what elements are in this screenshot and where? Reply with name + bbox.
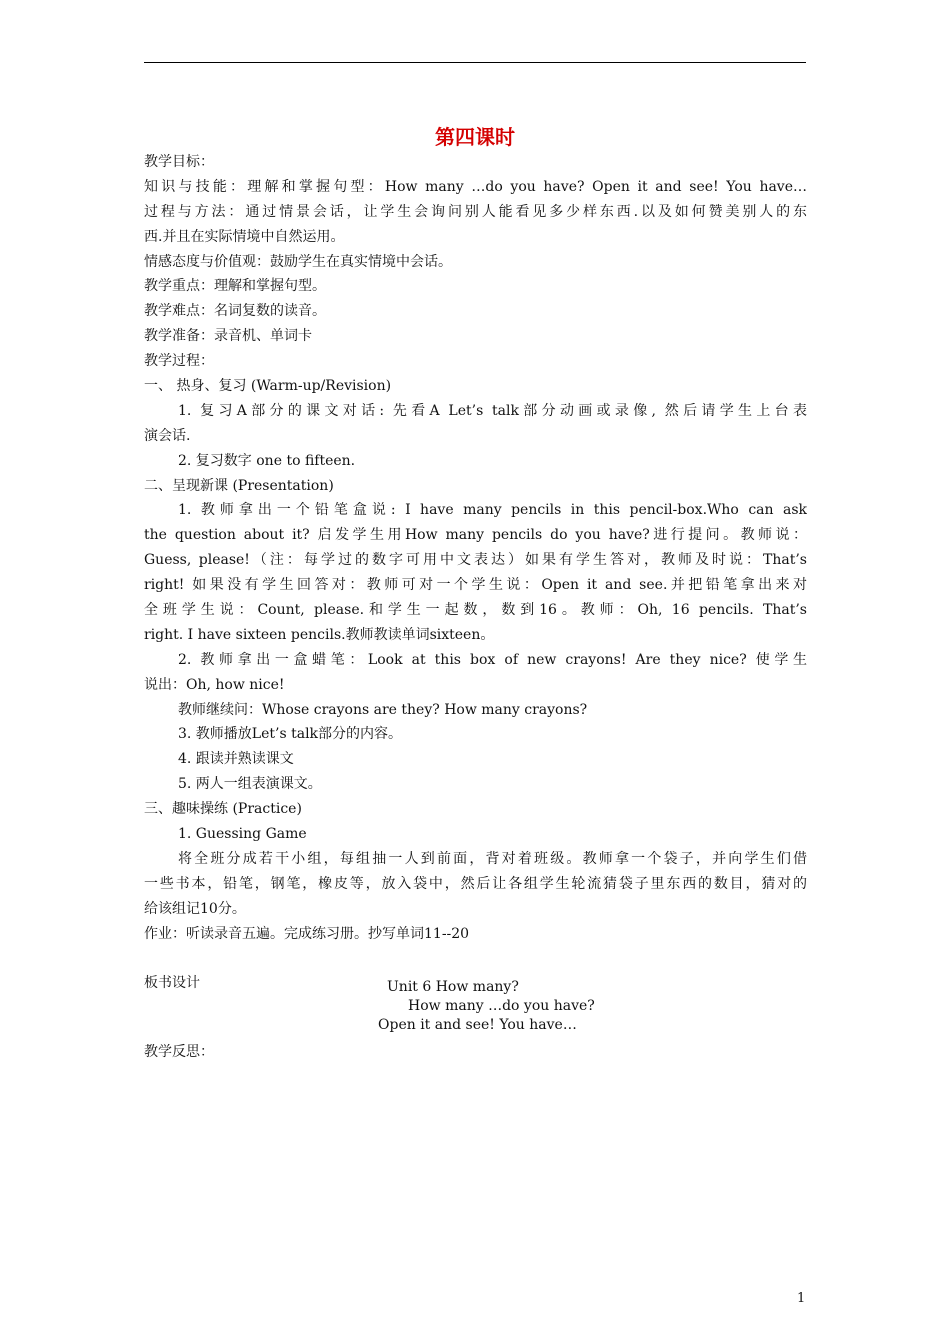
text-line: 教学难点：名词复数的读音。 bbox=[144, 303, 326, 320]
text-line: 教学准备：录音机、单词卡 bbox=[144, 328, 312, 345]
text-line: 4. 跟读并熟读课文 bbox=[178, 751, 294, 768]
board-line: How many …do you have? bbox=[408, 998, 595, 1014]
text-line: 演会话. bbox=[144, 427, 191, 444]
text-line: 3. 教师播放Let’s talk部分的内容。 bbox=[178, 726, 403, 743]
section-heading: 三、趣味操练 (Practice) bbox=[144, 801, 302, 818]
text-line: 过程与方法：通过情景会话，让学生会询问别人能看见多少样东西.以及如何赞美别人的东 bbox=[144, 203, 807, 220]
text-line: 5. 两人一组表演课文。 bbox=[178, 776, 322, 793]
text-line: right. I have sixteen pencils.教师教读单词sixteen。 bbox=[144, 626, 495, 643]
text-line: 1. Guessing Game bbox=[178, 826, 307, 843]
board-line: Open it and see! You have… bbox=[378, 1017, 577, 1033]
text-line: 教学过程： bbox=[144, 353, 214, 370]
reflection-heading: 教学反思： bbox=[144, 1044, 214, 1060]
document-body bbox=[144, 150, 807, 996]
header-rule bbox=[144, 62, 806, 63]
text-line: 知识与技能：理解和掌握句型：How many …do you have? Open it and see! You have… bbox=[144, 178, 807, 195]
homework-line: 作业：听读录音五遍。完成练习册。抄写单词11--20 bbox=[144, 925, 470, 942]
board-design bbox=[144, 978, 807, 1035]
text-line: 教学重点：理解和掌握句型。 bbox=[144, 278, 326, 295]
text-line: Guess, please!（注：每学过的数字可用中文表达）如果有学生答对，教师及时说：That’s bbox=[144, 552, 807, 569]
page-title: 第四课时 bbox=[435, 125, 515, 149]
text-line: 2. 复习数字 one to fifteen. bbox=[178, 452, 356, 469]
text-line: 教师继续问：Whose crayons are they? How many crayons? bbox=[178, 701, 588, 718]
section-heading: 二、呈现新课 (Presentation) bbox=[144, 477, 334, 494]
text-line: 将全班分成若干小组，每组抽一人到前面，背对着班级。教师拿一个袋子，并向学生们借 bbox=[178, 850, 807, 867]
page-number: 1 bbox=[797, 1291, 806, 1306]
text-line: 1. 教师拿出一个铅笔盒说: I have many pencils in this pencil-box.Who can ask bbox=[178, 502, 807, 519]
board-design-heading: 板书设计 bbox=[144, 975, 200, 992]
blank-line bbox=[144, 947, 807, 972]
text-line: 说出：Oh, how nice! bbox=[144, 676, 285, 693]
text-line: 全班学生说：Count, please.和学生一起数，数到16。教师：Oh, 16 pencils. That’s bbox=[144, 602, 807, 619]
text-line: 情感态度与价值观：鼓励学生在真实情境中会话。 bbox=[144, 253, 452, 270]
text-line: 给该组记10分。 bbox=[144, 900, 246, 917]
text-line: 2. 教师拿出一盒蜡笔：Look at this box of new crayons! Are they nice? 使学生 bbox=[178, 651, 807, 668]
text-line: 1. 复习A部分的课文对话: 先看A Let’s talk部分动画或录像, 然后请学生上台表 bbox=[178, 402, 807, 419]
text-line: the question about it? 启发学生用How many pencils do you have?进行提问。教师说： bbox=[144, 527, 807, 544]
text-line: 一些书本，铅笔，钢笔，橡皮等，放入袋中，然后让各组学生轮流猜袋子里东西的数目，猜对的 bbox=[144, 875, 807, 892]
section-heading: 一、 热身、复习 (Warm-up/Revision) bbox=[144, 378, 392, 395]
text-line: 西.并且在实际情境中自然运用。 bbox=[144, 228, 345, 245]
board-line: Unit 6 How many? bbox=[387, 979, 519, 995]
text-line: right! 如果没有学生回答对：教师可对一个学生说：Open it and see.并把铅笔拿出来对 bbox=[144, 577, 807, 594]
text-line: 教学目标： bbox=[144, 154, 214, 170]
